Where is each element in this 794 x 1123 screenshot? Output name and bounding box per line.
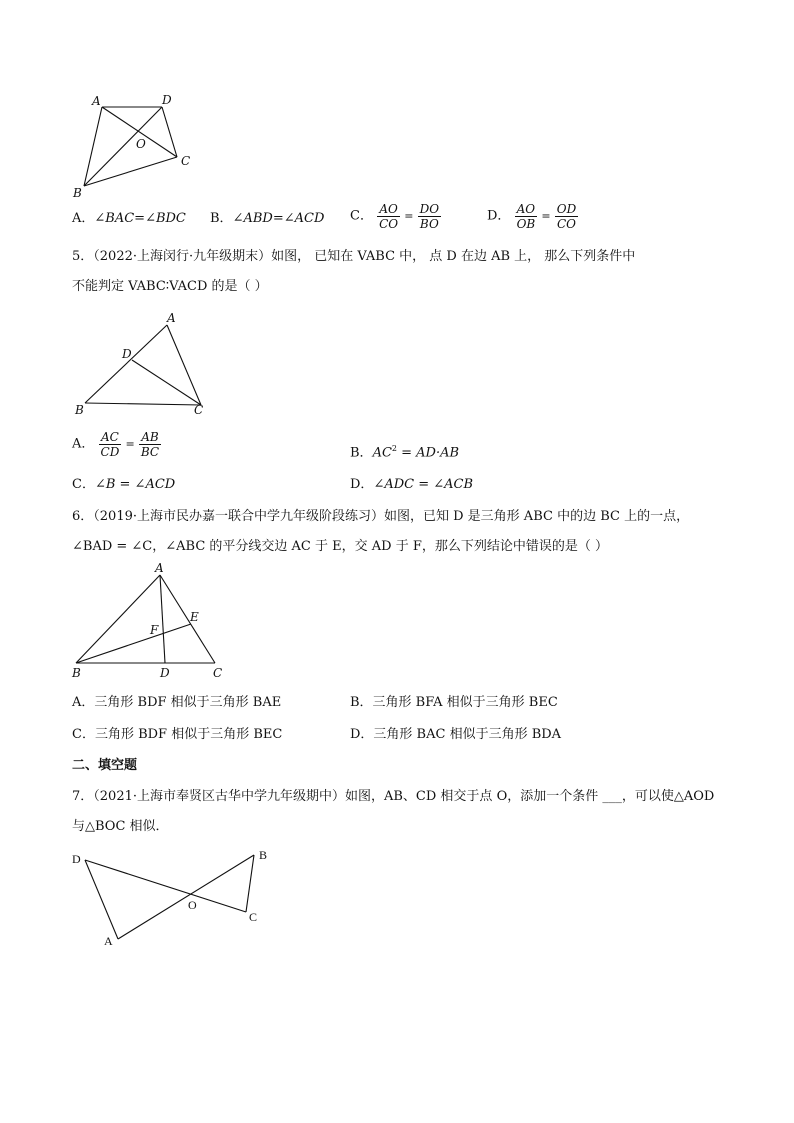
option-prefix: C． bbox=[350, 208, 373, 224]
fig7-label-B: B bbox=[259, 848, 268, 862]
option-prefix: A． bbox=[72, 211, 95, 226]
fraction: $\frac{AO}{OB}$ bbox=[516, 202, 536, 231]
option-prefix: A． bbox=[72, 436, 95, 452]
fig5-label-B: B bbox=[75, 403, 84, 417]
q5-option-a: A． $\frac{AC}{CD}$ = $\frac{AB}{BC}$ bbox=[72, 430, 160, 459]
q4-option-d: D． $\frac{AO}{OB}$ = $\frac{OD}{CO}$ bbox=[487, 202, 577, 231]
option-text: ∠ADC = ∠ACB bbox=[373, 477, 474, 492]
option-text: ∠B = ∠ACD bbox=[94, 477, 176, 492]
q5-stem-line1: 5．（2022·上海闵行·九年级期末）如图， 已知在 VABC 中， 点 D 在边 AB 上， 那么下列条件中 bbox=[72, 249, 636, 264]
q4-option-c: C． $\frac{AO}{CO}$ = $\frac{DO}{BO}$ bbox=[350, 202, 440, 231]
figure-q6-triangle bbox=[68, 560, 233, 685]
fig4-label-B: B bbox=[73, 186, 82, 200]
fig7-label-O: O bbox=[188, 898, 197, 912]
q5-option-c bbox=[72, 476, 175, 494]
q6-stem-line2: ∠BAD = ∠C，∠ABC 的平分线交边 AC 于 E，交 AD 于 F，那么下列结论中错误的是（ ） bbox=[72, 539, 608, 554]
fig7-label-C: C bbox=[249, 910, 258, 924]
option-prefix: C． bbox=[72, 477, 95, 492]
superscript: 2 bbox=[391, 444, 397, 453]
option-text: ∠BAC=∠BDC bbox=[94, 211, 186, 226]
option-text: = AD·AB bbox=[397, 445, 460, 461]
option-prefix: B． bbox=[210, 211, 233, 226]
fig6-label-F: F bbox=[150, 623, 159, 637]
q4-option-a bbox=[72, 210, 186, 228]
option-text: ∠ABD=∠ACD bbox=[232, 211, 325, 226]
fig6-label-B: B bbox=[72, 666, 81, 680]
q5-option-d bbox=[350, 476, 473, 494]
fig4-label-A: A bbox=[92, 94, 101, 108]
fig4-label-C: C bbox=[181, 154, 191, 168]
fig5-label-A: A bbox=[167, 311, 176, 325]
q5-stem-line2: 不能判定 VABC∶VACD 的是（ ） bbox=[72, 279, 268, 294]
fraction: $\frac{OD}{CO}$ bbox=[556, 202, 577, 231]
figure-q4-quadrilateral bbox=[70, 90, 200, 200]
section-heading: 二、填空题 bbox=[72, 758, 138, 773]
figure-q7-crossed-triangles bbox=[68, 845, 278, 950]
q6-option-a: A．三角形 BDF 相似于三角形 BAE bbox=[72, 695, 282, 710]
fraction: $\frac{AC}{CD}$ bbox=[100, 430, 120, 459]
fraction: $\frac{AB}{BC}$ bbox=[140, 430, 160, 459]
fig7-label-D: D bbox=[72, 852, 81, 866]
q6-stem-line1: 6．（2019·上海市民办嘉一联合中学九年级阶段练习）如图，已知 D 是三角形 ABC 中的边 BC 上的一点， bbox=[72, 509, 690, 524]
q7-stem-line1: 7．（2021·上海市奉贤区古华中学九年级期中）如图，AB、CD 相交于点 O，添加一个条件 ___，可以使△AOD bbox=[72, 789, 715, 804]
fraction: $\frac{AO}{CO}$ bbox=[379, 202, 399, 231]
fig4-label-D: D bbox=[162, 93, 172, 107]
q6-option-d: D．三角形 BAC 相似于三角形 BDA bbox=[350, 727, 562, 742]
fig4-label-O: O bbox=[136, 137, 146, 151]
fig7-label-A: A bbox=[104, 934, 113, 948]
option-prefix: B． bbox=[350, 445, 373, 461]
q6-option-c: C．三角形 BDF 相似于三角形 BEC bbox=[72, 727, 283, 742]
q5-option-b bbox=[350, 440, 459, 462]
q7-stem-line2: 与△BOC 相似． bbox=[72, 819, 169, 834]
option-prefix: D． bbox=[487, 208, 511, 224]
fig6-label-D: D bbox=[160, 666, 170, 680]
option-text: AC bbox=[372, 445, 392, 461]
fig5-label-D: D bbox=[122, 347, 132, 361]
fig6-label-A: A bbox=[155, 561, 164, 575]
fraction: $\frac{DO}{BO}$ bbox=[419, 202, 440, 231]
fig6-label-E: E bbox=[190, 610, 199, 624]
option-prefix: D． bbox=[350, 477, 374, 492]
fig6-label-C: C bbox=[213, 666, 223, 680]
q4-option-b bbox=[210, 210, 324, 228]
figure-q5-triangle bbox=[70, 308, 215, 418]
fig5-label-C: C bbox=[194, 403, 204, 417]
q6-option-b: B．三角形 BFA 相似于三角形 BEC bbox=[350, 695, 558, 710]
